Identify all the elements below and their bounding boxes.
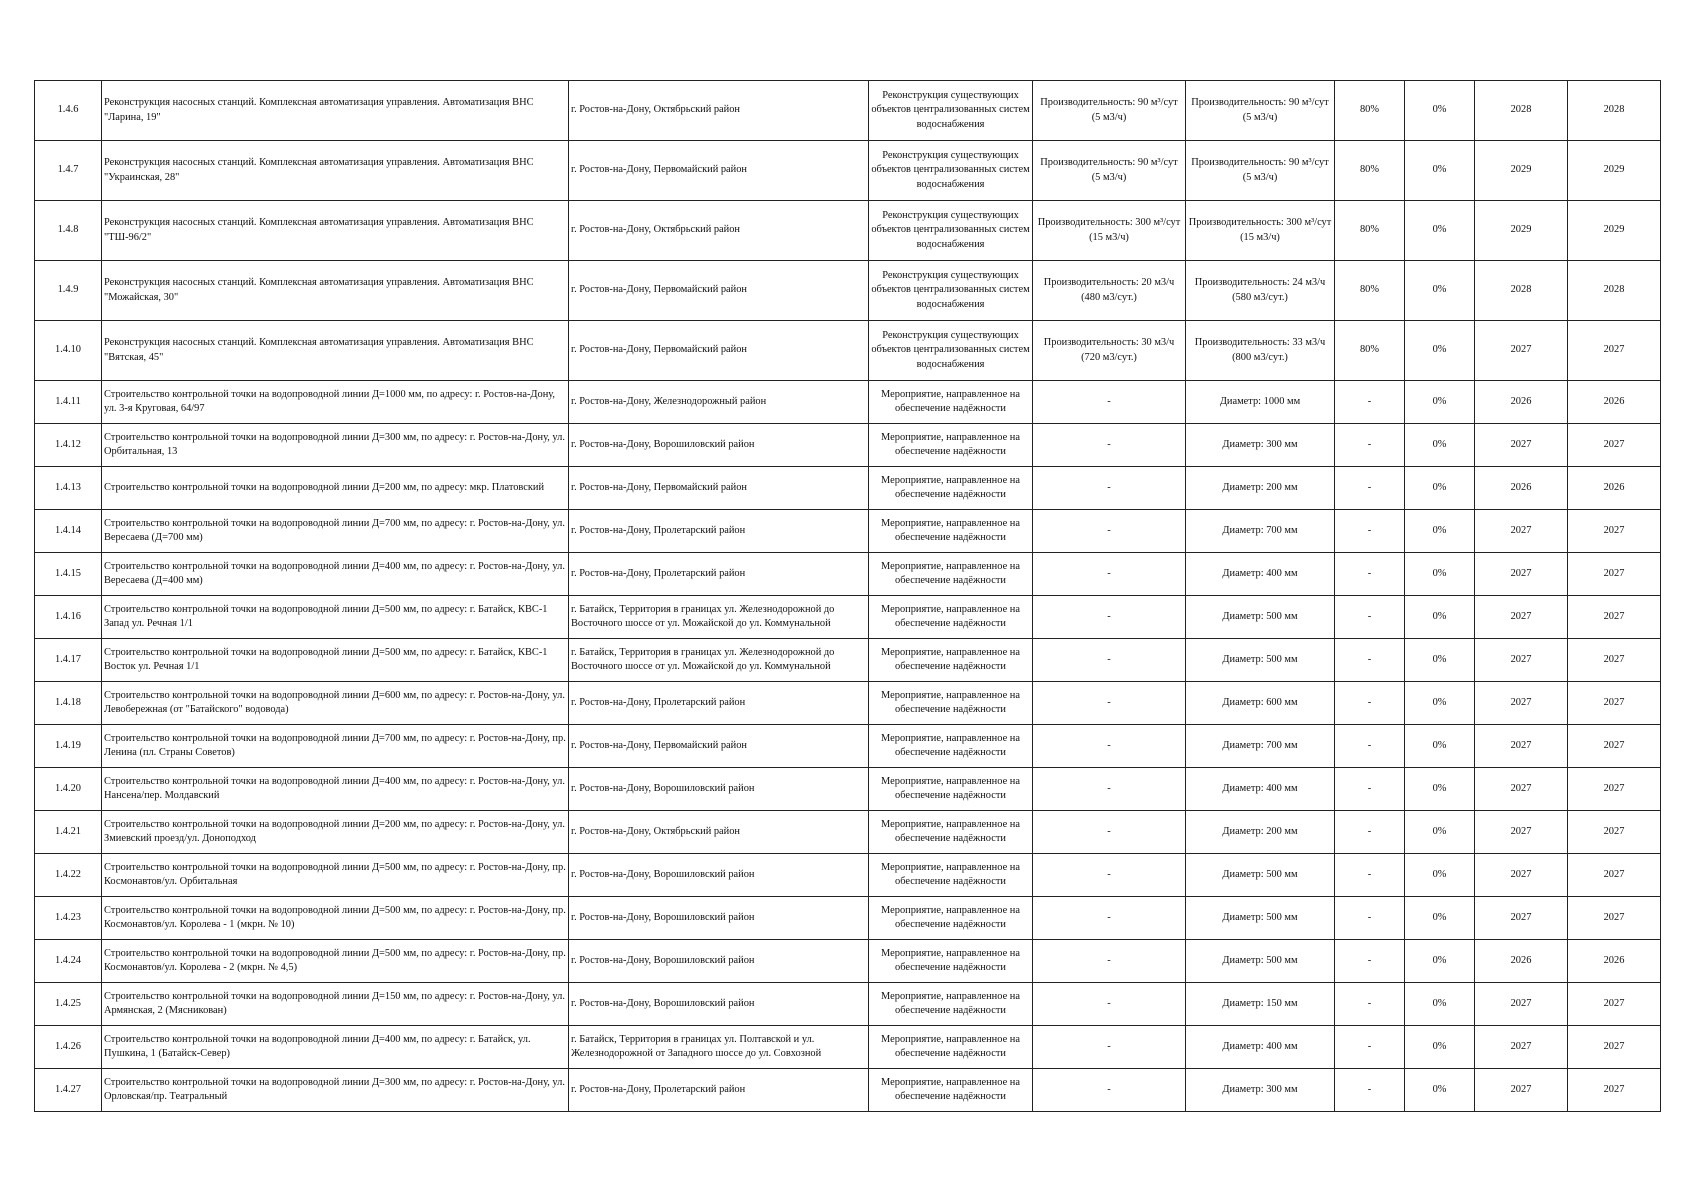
cell-indicator-after: Диаметр: 500 мм [1186, 596, 1335, 639]
cell-number: 1.4.15 [35, 553, 102, 596]
table-row [35, 201, 1661, 261]
table-row [35, 725, 1661, 768]
cell-indicator-before: Производительность: 300 м³/сут (15 м3/ч) [1033, 201, 1186, 261]
table-row [35, 940, 1661, 983]
table-row [35, 897, 1661, 940]
cell-year-start: 2027 [1475, 424, 1568, 467]
cell-measure-type: Мероприятие, направленное на обеспечение надёжности [869, 467, 1033, 510]
cell-measure-type: Реконструкция существующих объектов централизованных систем водоснабжения [869, 201, 1033, 261]
cell-number: 1.4.9 [35, 261, 102, 321]
cell-indicator-before: - [1033, 467, 1186, 510]
cell-measure-type: Мероприятие, направленное на обеспечение надёжности [869, 983, 1033, 1026]
cell-measure-type: Реконструкция существующих объектов централизованных систем водоснабжения [869, 141, 1033, 201]
cell-wear: - [1335, 682, 1405, 725]
cell-percent: 0% [1405, 381, 1475, 424]
cell-number: 1.4.25 [35, 983, 102, 1026]
cell-percent: 0% [1405, 1026, 1475, 1069]
cell-year-end: 2027 [1568, 321, 1661, 381]
measures-table [34, 80, 1661, 1112]
cell-year-end: 2027 [1568, 854, 1661, 897]
cell-measure-name: Строительство контрольной точки на водопроводной линии Д=300 мм, по адресу: г. Ростов-на-Дону, ул. Орловская/пр. Театральный [102, 1069, 569, 1112]
cell-number: 1.4.19 [35, 725, 102, 768]
cell-measure-type: Мероприятие, направленное на обеспечение надёжности [869, 811, 1033, 854]
cell-measure-type: Мероприятие, направленное на обеспечение надёжности [869, 725, 1033, 768]
cell-measure-name: Строительство контрольной точки на водопроводной линии Д=700 мм, по адресу: г. Ростов-на-Дону, пр. Ленина (пл. Страны Советов) [102, 725, 569, 768]
cell-percent: 0% [1405, 983, 1475, 1026]
cell-percent: 0% [1405, 261, 1475, 321]
table-row [35, 983, 1661, 1026]
cell-wear: - [1335, 897, 1405, 940]
cell-year-start: 2027 [1475, 725, 1568, 768]
cell-year-end: 2026 [1568, 381, 1661, 424]
cell-measure-name: Реконструкция насосных станций. Комплексная автоматизация управления. Автоматизация ВНС "Можайская, 30" [102, 261, 569, 321]
cell-location: г. Ростов-на-Дону, Пролетарский район [569, 682, 869, 725]
cell-year-end: 2027 [1568, 811, 1661, 854]
cell-year-start: 2029 [1475, 201, 1568, 261]
cell-indicator-before: - [1033, 639, 1186, 682]
cell-indicator-before: - [1033, 553, 1186, 596]
cell-year-start: 2027 [1475, 897, 1568, 940]
cell-measure-name: Реконструкция насосных станций. Комплексная автоматизация управления. Автоматизация ВНС "Ларина, 19" [102, 81, 569, 141]
cell-location: г. Ростов-на-Дону, Железнодорожный район [569, 381, 869, 424]
cell-measure-type: Мероприятие, направленное на обеспечение надёжности [869, 1069, 1033, 1112]
cell-indicator-before: - [1033, 768, 1186, 811]
table-row [35, 510, 1661, 553]
cell-location: г. Ростов-на-Дону, Ворошиловский район [569, 897, 869, 940]
cell-year-start: 2027 [1475, 321, 1568, 381]
cell-indicator-before: - [1033, 682, 1186, 725]
cell-location: г. Ростов-на-Дону, Ворошиловский район [569, 854, 869, 897]
cell-measure-type: Мероприятие, направленное на обеспечение надёжности [869, 553, 1033, 596]
cell-wear: - [1335, 725, 1405, 768]
cell-year-end: 2026 [1568, 940, 1661, 983]
cell-indicator-before: - [1033, 811, 1186, 854]
cell-measure-name: Строительство контрольной точки на водопроводной линии Д=400 мм, по адресу: г. Ростов-на-Дону, ул. Нансена/пер. Молдавский [102, 768, 569, 811]
cell-location: г. Ростов-на-Дону, Пролетарский район [569, 510, 869, 553]
cell-year-end: 2027 [1568, 639, 1661, 682]
cell-location: г. Ростов-на-Дону, Октябрьский район [569, 201, 869, 261]
cell-year-end: 2026 [1568, 467, 1661, 510]
cell-indicator-after: Диаметр: 500 мм [1186, 639, 1335, 682]
cell-number: 1.4.13 [35, 467, 102, 510]
cell-wear: - [1335, 940, 1405, 983]
cell-number: 1.4.6 [35, 81, 102, 141]
cell-location: г. Ростов-на-Дону, Октябрьский район [569, 81, 869, 141]
cell-location: г. Ростов-на-Дону, Пролетарский район [569, 1069, 869, 1112]
cell-number: 1.4.24 [35, 940, 102, 983]
cell-measure-name: Строительство контрольной точки на водопроводной линии Д=300 мм, по адресу: г. Ростов-на-Дону, ул. Орбитальная, 13 [102, 424, 569, 467]
cell-number: 1.4.12 [35, 424, 102, 467]
cell-location: г. Ростов-на-Дону, Пролетарский район [569, 553, 869, 596]
cell-number: 1.4.26 [35, 1026, 102, 1069]
cell-indicator-after: Диаметр: 500 мм [1186, 854, 1335, 897]
cell-indicator-before: - [1033, 983, 1186, 1026]
cell-number: 1.4.18 [35, 682, 102, 725]
cell-year-end: 2027 [1568, 510, 1661, 553]
cell-year-start: 2027 [1475, 1026, 1568, 1069]
cell-indicator-before: - [1033, 381, 1186, 424]
cell-indicator-after: Диаметр: 500 мм [1186, 940, 1335, 983]
cell-measure-type: Реконструкция существующих объектов централизованных систем водоснабжения [869, 321, 1033, 381]
cell-measure-type: Мероприятие, направленное на обеспечение надёжности [869, 1026, 1033, 1069]
cell-indicator-after: Производительность: 90 м³/сут (5 м3/ч) [1186, 141, 1335, 201]
cell-indicator-before: - [1033, 940, 1186, 983]
cell-measure-type: Мероприятие, направленное на обеспечение надёжности [869, 897, 1033, 940]
cell-measure-type: Мероприятие, направленное на обеспечение надёжности [869, 940, 1033, 983]
table-row [35, 81, 1661, 141]
cell-indicator-after: Диаметр: 300 мм [1186, 1069, 1335, 1112]
table-row [35, 261, 1661, 321]
cell-location: г. Батайск, Территория в границах ул. Железнодорожной до Восточного шоссе от ул. Можайской до ул. Коммунальной [569, 639, 869, 682]
table-row [35, 424, 1661, 467]
cell-measure-name: Реконструкция насосных станций. Комплексная автоматизация управления. Автоматизация ВНС "Украинская, 28" [102, 141, 569, 201]
cell-indicator-before: Производительность: 90 м³/сут (5 м3/ч) [1033, 141, 1186, 201]
cell-wear: - [1335, 467, 1405, 510]
cell-indicator-after: Диаметр: 700 мм [1186, 510, 1335, 553]
cell-indicator-before: Производительность: 20 м3/ч (480 м3/сут.) [1033, 261, 1186, 321]
cell-wear: - [1335, 381, 1405, 424]
cell-location: г. Ростов-на-Дону, Первомайский район [569, 467, 869, 510]
cell-indicator-before: - [1033, 424, 1186, 467]
cell-year-start: 2027 [1475, 639, 1568, 682]
cell-percent: 0% [1405, 553, 1475, 596]
cell-wear: 80% [1335, 321, 1405, 381]
cell-location: г. Ростов-на-Дону, Ворошиловский район [569, 768, 869, 811]
cell-wear: - [1335, 854, 1405, 897]
cell-measure-type: Мероприятие, направленное на обеспечение надёжности [869, 510, 1033, 553]
cell-measure-type: Мероприятие, направленное на обеспечение надёжности [869, 596, 1033, 639]
cell-year-end: 2027 [1568, 682, 1661, 725]
cell-location: г. Ростов-на-Дону, Первомайский район [569, 321, 869, 381]
cell-year-end: 2027 [1568, 1069, 1661, 1112]
cell-year-start: 2027 [1475, 553, 1568, 596]
cell-location: г. Ростов-на-Дону, Первомайский район [569, 725, 869, 768]
cell-wear: - [1335, 811, 1405, 854]
cell-year-start: 2026 [1475, 940, 1568, 983]
cell-measure-type: Мероприятие, направленное на обеспечение надёжности [869, 682, 1033, 725]
cell-wear: 80% [1335, 81, 1405, 141]
cell-indicator-before: - [1033, 897, 1186, 940]
cell-percent: 0% [1405, 141, 1475, 201]
cell-location: г. Ростов-на-Дону, Октябрьский район [569, 811, 869, 854]
cell-indicator-after: Диаметр: 300 мм [1186, 424, 1335, 467]
cell-measure-name: Реконструкция насосных станций. Комплексная автоматизация управления. Автоматизация ВНС "ТШ-96/2" [102, 201, 569, 261]
cell-measure-name: Строительство контрольной точки на водопроводной линии Д=1000 мм, по адресу: г. Ростов-на-Дону, ул. 3-я Круговая, 64/97 [102, 381, 569, 424]
cell-measure-type: Мероприятие, направленное на обеспечение надёжности [869, 424, 1033, 467]
cell-measure-type: Мероприятие, направленное на обеспечение надёжности [869, 768, 1033, 811]
cell-percent: 0% [1405, 321, 1475, 381]
cell-number: 1.4.21 [35, 811, 102, 854]
cell-year-end: 2027 [1568, 768, 1661, 811]
cell-year-start: 2029 [1475, 141, 1568, 201]
cell-number: 1.4.20 [35, 768, 102, 811]
cell-percent: 0% [1405, 811, 1475, 854]
cell-year-end: 2027 [1568, 596, 1661, 639]
cell-percent: 0% [1405, 201, 1475, 261]
cell-indicator-before: - [1033, 725, 1186, 768]
cell-measure-type: Мероприятие, направленное на обеспечение надёжности [869, 639, 1033, 682]
cell-number: 1.4.27 [35, 1069, 102, 1112]
cell-year-start: 2027 [1475, 596, 1568, 639]
cell-percent: 0% [1405, 510, 1475, 553]
cell-wear: - [1335, 510, 1405, 553]
cell-location: г. Батайск, Территория в границах ул. Полтавской и ул. Железнодорожной от Западного шоссе до ул. Совхозной [569, 1026, 869, 1069]
cell-measure-name: Строительство контрольной точки на водопроводной линии Д=200 мм, по адресу: г. Ростов-на-Дону, ул. Змиевский проезд/ул. Доноподход [102, 811, 569, 854]
cell-location: г. Батайск, Территория в границах ул. Железнодорожной до Восточного шоссе от ул. Можайской до ул. Коммунальной [569, 596, 869, 639]
cell-indicator-after: Диаметр: 500 мм [1186, 897, 1335, 940]
cell-percent: 0% [1405, 682, 1475, 725]
cell-percent: 0% [1405, 596, 1475, 639]
cell-number: 1.4.22 [35, 854, 102, 897]
table-row [35, 854, 1661, 897]
table-row [35, 321, 1661, 381]
cell-location: г. Ростов-на-Дону, Ворошиловский район [569, 940, 869, 983]
cell-percent: 0% [1405, 725, 1475, 768]
cell-measure-type: Реконструкция существующих объектов централизованных систем водоснабжения [869, 81, 1033, 141]
cell-measure-name: Реконструкция насосных станций. Комплексная автоматизация управления. Автоматизация ВНС "Вятская, 45" [102, 321, 569, 381]
cell-measure-name: Строительство контрольной точки на водопроводной линии Д=400 мм, по адресу: г. Батайск, ул. Пушкина, 1 (Батайск-Север) [102, 1026, 569, 1069]
cell-percent: 0% [1405, 467, 1475, 510]
cell-year-start: 2027 [1475, 854, 1568, 897]
cell-number: 1.4.10 [35, 321, 102, 381]
table-row [35, 682, 1661, 725]
cell-percent: 0% [1405, 424, 1475, 467]
cell-indicator-before: Производительность: 30 м3/ч (720 м3/сут.) [1033, 321, 1186, 381]
cell-year-start: 2026 [1475, 467, 1568, 510]
cell-wear: - [1335, 639, 1405, 682]
cell-year-end: 2028 [1568, 261, 1661, 321]
cell-indicator-after: Диаметр: 1000 мм [1186, 381, 1335, 424]
cell-measure-name: Строительство контрольной точки на водопроводной линии Д=500 мм, по адресу: г. Ростов-на-Дону, пр. Космонавтов/ул. Королева - 2 (мкрн. № 4,5) [102, 940, 569, 983]
cell-year-end: 2027 [1568, 725, 1661, 768]
table-row [35, 381, 1661, 424]
cell-wear: 80% [1335, 141, 1405, 201]
cell-indicator-before: - [1033, 596, 1186, 639]
cell-year-start: 2027 [1475, 768, 1568, 811]
cell-year-start: 2027 [1475, 510, 1568, 553]
cell-measure-type: Мероприятие, направленное на обеспечение надёжности [869, 381, 1033, 424]
table-row [35, 1069, 1661, 1112]
cell-location: г. Ростов-на-Дону, Ворошиловский район [569, 424, 869, 467]
cell-wear: - [1335, 983, 1405, 1026]
table-row [35, 768, 1661, 811]
cell-location: г. Ростов-на-Дону, Ворошиловский район [569, 983, 869, 1026]
cell-year-end: 2027 [1568, 1026, 1661, 1069]
table-row [35, 141, 1661, 201]
cell-year-end: 2027 [1568, 424, 1661, 467]
table-row [35, 1026, 1661, 1069]
cell-indicator-before: - [1033, 854, 1186, 897]
table-row [35, 553, 1661, 596]
cell-indicator-after: Производительность: 24 м3/ч (580 м3/сут.) [1186, 261, 1335, 321]
cell-measure-name: Строительство контрольной точки на водопроводной линии Д=400 мм, по адресу: г. Ростов-на-Дону, ул. Вересаева (Д=400 мм) [102, 553, 569, 596]
cell-measure-name: Строительство контрольной точки на водопроводной линии Д=500 мм, по адресу: г. Ростов-на-Дону, пр. Космонавтов/ул. Королева - 1 (мкрн. № 10) [102, 897, 569, 940]
cell-wear: - [1335, 1069, 1405, 1112]
cell-percent: 0% [1405, 897, 1475, 940]
cell-location: г. Ростов-на-Дону, Первомайский район [569, 261, 869, 321]
cell-measure-name: Строительство контрольной точки на водопроводной линии Д=500 мм, по адресу: г. Ростов-на-Дону, пр. Космонавтов/ул. Орбитальная [102, 854, 569, 897]
cell-indicator-before: - [1033, 510, 1186, 553]
cell-year-start: 2028 [1475, 261, 1568, 321]
cell-indicator-before: - [1033, 1069, 1186, 1112]
cell-wear: - [1335, 596, 1405, 639]
cell-measure-name: Строительство контрольной точки на водопроводной линии Д=150 мм, по адресу: г. Ростов-на-Дону, ул. Армянская, 2 (Мясникован) [102, 983, 569, 1026]
table-row [35, 596, 1661, 639]
cell-year-end: 2029 [1568, 201, 1661, 261]
cell-indicator-after: Диаметр: 600 мм [1186, 682, 1335, 725]
cell-indicator-after: Производительность: 90 м³/сут (5 м3/ч) [1186, 81, 1335, 141]
cell-indicator-after: Диаметр: 150 мм [1186, 983, 1335, 1026]
cell-wear: - [1335, 768, 1405, 811]
table-body [35, 81, 1661, 1112]
cell-measure-name: Строительство контрольной точки на водопроводной линии Д=600 мм, по адресу: г. Ростов-на-Дону, ул. Левобережная (от "Батайского" водовода) [102, 682, 569, 725]
cell-indicator-after: Производительность: 300 м³/сут (15 м3/ч) [1186, 201, 1335, 261]
cell-wear: 80% [1335, 261, 1405, 321]
cell-number: 1.4.14 [35, 510, 102, 553]
cell-number: 1.4.8 [35, 201, 102, 261]
cell-measure-name: Строительство контрольной точки на водопроводной линии Д=500 мм, по адресу: г. Батайск, КВС-1 Запад ул. Речная 1/1 [102, 596, 569, 639]
cell-number: 1.4.7 [35, 141, 102, 201]
cell-indicator-after: Диаметр: 200 мм [1186, 811, 1335, 854]
cell-year-end: 2027 [1568, 897, 1661, 940]
cell-indicator-before: Производительность: 90 м³/сут (5 м3/ч) [1033, 81, 1186, 141]
cell-wear: - [1335, 1026, 1405, 1069]
cell-year-end: 2028 [1568, 81, 1661, 141]
cell-measure-name: Строительство контрольной точки на водопроводной линии Д=700 мм, по адресу: г. Ростов-на-Дону, ул. Вересаева (Д=700 мм) [102, 510, 569, 553]
cell-indicator-after: Диаметр: 400 мм [1186, 1026, 1335, 1069]
cell-wear: - [1335, 424, 1405, 467]
cell-measure-type: Мероприятие, направленное на обеспечение надёжности [869, 854, 1033, 897]
cell-number: 1.4.16 [35, 596, 102, 639]
cell-number: 1.4.11 [35, 381, 102, 424]
cell-year-start: 2028 [1475, 81, 1568, 141]
cell-percent: 0% [1405, 768, 1475, 811]
cell-indicator-after: Производительность: 33 м3/ч (800 м3/сут.) [1186, 321, 1335, 381]
cell-year-start: 2027 [1475, 811, 1568, 854]
cell-number: 1.4.23 [35, 897, 102, 940]
cell-year-end: 2027 [1568, 553, 1661, 596]
cell-year-end: 2029 [1568, 141, 1661, 201]
cell-year-start: 2026 [1475, 381, 1568, 424]
cell-wear: - [1335, 553, 1405, 596]
cell-percent: 0% [1405, 1069, 1475, 1112]
cell-location: г. Ростов-на-Дону, Первомайский район [569, 141, 869, 201]
cell-year-end: 2027 [1568, 983, 1661, 1026]
cell-percent: 0% [1405, 81, 1475, 141]
table-row [35, 811, 1661, 854]
table-row [35, 467, 1661, 510]
cell-year-start: 2027 [1475, 682, 1568, 725]
cell-indicator-after: Диаметр: 400 мм [1186, 768, 1335, 811]
cell-year-start: 2027 [1475, 983, 1568, 1026]
table-row [35, 639, 1661, 682]
cell-percent: 0% [1405, 639, 1475, 682]
cell-number: 1.4.17 [35, 639, 102, 682]
cell-indicator-after: Диаметр: 700 мм [1186, 725, 1335, 768]
cell-wear: 80% [1335, 201, 1405, 261]
cell-percent: 0% [1405, 940, 1475, 983]
cell-measure-name: Строительство контрольной точки на водопроводной линии Д=500 мм, по адресу: г. Батайск, КВС-1 Восток ул. Речная 1/1 [102, 639, 569, 682]
cell-year-start: 2027 [1475, 1069, 1568, 1112]
cell-indicator-after: Диаметр: 400 мм [1186, 553, 1335, 596]
cell-indicator-after: Диаметр: 200 мм [1186, 467, 1335, 510]
cell-percent: 0% [1405, 854, 1475, 897]
cell-indicator-before: - [1033, 1026, 1186, 1069]
cell-measure-name: Строительство контрольной точки на водопроводной линии Д=200 мм, по адресу: мкр. Платовский [102, 467, 569, 510]
cell-measure-type: Реконструкция существующих объектов централизованных систем водоснабжения [869, 261, 1033, 321]
